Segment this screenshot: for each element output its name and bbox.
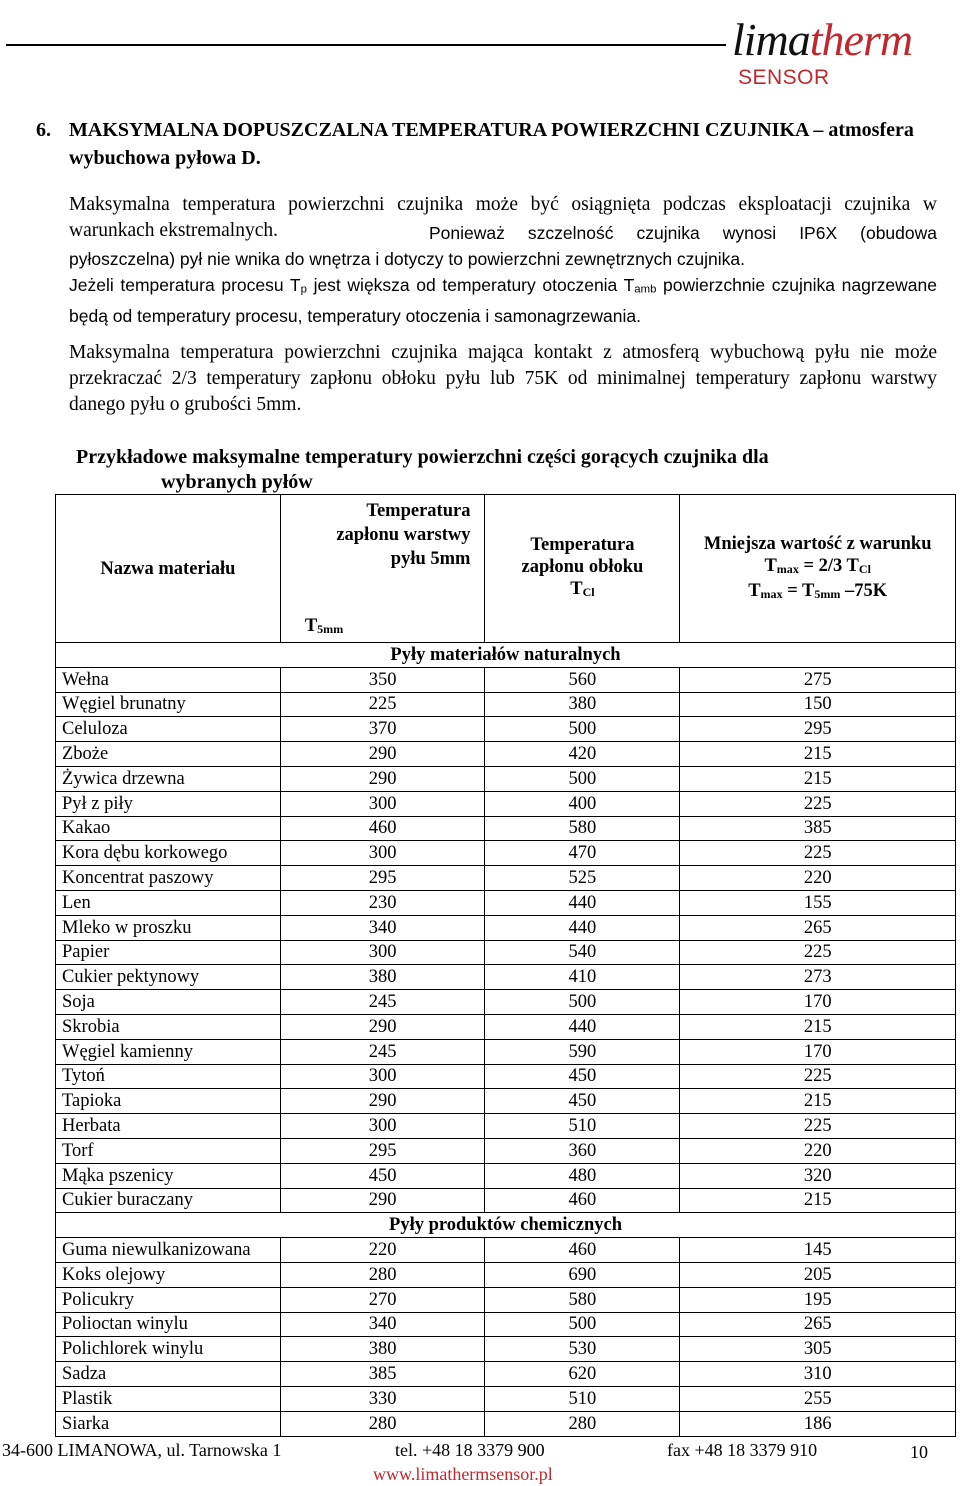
header-max-formula2	[686, 580, 949, 605]
cell-max-temp: 195	[680, 1287, 956, 1312]
cell-cloud-temp: 400	[485, 791, 680, 816]
section-chemical: Pyły produktów chemicznych	[56, 1213, 956, 1238]
table-row	[56, 965, 956, 990]
table-body	[56, 643, 956, 1437]
table-row	[56, 692, 956, 717]
cell-layer-temp: 290	[280, 1089, 485, 1114]
cell-cloud-temp: 500	[485, 766, 680, 791]
cell-max-temp: 220	[680, 1138, 956, 1163]
cell-cloud-temp: 690	[485, 1262, 680, 1287]
table-row	[56, 915, 956, 940]
table-row	[56, 1262, 956, 1287]
cell-material: Cukier buraczany	[56, 1188, 281, 1213]
cell-cloud-temp: 460	[485, 1188, 680, 1213]
cell-layer-temp: 270	[280, 1287, 485, 1312]
cell-cloud-temp: 280	[485, 1411, 680, 1436]
p3-text-a: Jeżeli temperatura procesu T	[69, 275, 301, 295]
temperature-table	[55, 494, 956, 1437]
header-t5mm	[305, 615, 343, 640]
header-layer-ignition	[280, 495, 485, 643]
cell-layer-temp: 300	[280, 1114, 485, 1139]
p3-sub-amb: amb	[634, 283, 657, 296]
cell-cloud-temp: 470	[485, 841, 680, 866]
cell-material: Sadza	[56, 1362, 281, 1387]
paragraph-3	[69, 272, 937, 329]
cell-max-temp: 225	[680, 791, 956, 816]
p3-text-c: powierzchnie czujnika nagrzewane będą od temperatury procesu, temperatury otoczenia i samonagrzewania.	[69, 275, 937, 326]
cell-cloud-temp: 500	[485, 990, 680, 1015]
t5mm-sub: 5mm	[317, 622, 344, 636]
table-row	[56, 990, 956, 1015]
cell-material: Koncentrat paszowy	[56, 866, 281, 891]
cell-max-temp: 215	[680, 1014, 956, 1039]
header-cloud-label: Temperatura zapłonu obłoku	[521, 535, 644, 578]
cell-max-temp: 273	[680, 965, 956, 990]
cell-layer-temp: 340	[280, 915, 485, 940]
cell-max-temp: 385	[680, 816, 956, 841]
cell-material: Torf	[56, 1138, 281, 1163]
cell-layer-temp: 290	[280, 766, 485, 791]
paragraph-2-text: Ponieważ szczelność czujnika wynosi IP6X (obudowa pyłoszczelna) pył nie wnika do wnętrza i dotyczy to powierzchni zewnętrznych czujnika.	[69, 223, 937, 269]
table-row	[56, 1287, 956, 1312]
cell-material: Żywica drzewna	[56, 766, 281, 791]
table-caption	[76, 445, 936, 495]
cell-cloud-temp: 460	[485, 1238, 680, 1263]
cell-max-temp: 255	[680, 1386, 956, 1411]
cell-layer-temp: 330	[280, 1386, 485, 1411]
table-row	[56, 1089, 956, 1114]
header-max-formula1	[686, 555, 949, 580]
cell-cloud-temp: 560	[485, 667, 680, 692]
cell-material: Pył z piły	[56, 791, 281, 816]
cell-material: Kakao	[56, 816, 281, 841]
footer-website-link[interactable]: www.limathermsensor.pl	[373, 1464, 553, 1484]
cell-max-temp: 310	[680, 1362, 956, 1387]
cell-layer-temp: 220	[280, 1238, 485, 1263]
header-rule	[6, 44, 726, 46]
f1-t: T	[764, 555, 777, 576]
cell-cloud-temp: 450	[485, 1064, 680, 1089]
cell-material: Mleko w proszku	[56, 915, 281, 940]
table-row	[56, 1138, 956, 1163]
cell-material: Koks olejowy	[56, 1262, 281, 1287]
cell-layer-temp: 300	[280, 1064, 485, 1089]
cell-material: Len	[56, 890, 281, 915]
table-row	[56, 791, 956, 816]
cell-max-temp: 225	[680, 940, 956, 965]
cell-max-temp: 145	[680, 1238, 956, 1263]
section-natural: Pyły materiałów naturalnych	[56, 643, 956, 668]
cell-material: Polioctan winylu	[56, 1312, 281, 1337]
cell-layer-temp: 350	[280, 667, 485, 692]
table-row	[56, 1188, 956, 1213]
cell-material: Policukry	[56, 1287, 281, 1312]
cell-cloud-temp: 410	[485, 965, 680, 990]
header-layer-ignition-label: Temperatura zapłonu warstwy pyłu 5mm	[336, 501, 471, 569]
table-row	[56, 1386, 956, 1411]
f2-sub: max	[760, 586, 783, 601]
table-row	[56, 1163, 956, 1188]
footer-address: 34-600 LIMANOWA, ul. Tarnowska 1	[2, 1440, 282, 1460]
cell-max-temp: 220	[680, 866, 956, 891]
cell-layer-temp: 450	[280, 1163, 485, 1188]
paragraph-4: Maksymalna temperatura powierzchni czujnika mająca kontakt z atmosferą wybuchową pyłu nie może przekraczać 2/3 temperatury zapłonu obłoku pyłu lub 75K od minimalnej temperatury zapłonu warstwy danego pyłu o grubości 5mm.	[69, 342, 937, 415]
cell-max-temp: 186	[680, 1411, 956, 1436]
table-row	[56, 940, 956, 965]
table-row	[56, 890, 956, 915]
cell-material: Kora dębu korkowego	[56, 841, 281, 866]
t5mm-t: T	[304, 616, 318, 637]
cell-layer-temp: 385	[280, 1362, 485, 1387]
section-title: MAKSYMALNA DOPUSZCZALNA TEMPERATURA POWIERZCHNI CZUJNIKA – atmosfera wybuchowa pyłowa D.	[69, 119, 914, 169]
cell-material: Celuloza	[56, 717, 281, 742]
page-number: 10	[910, 1442, 928, 1462]
cell-max-temp: 225	[680, 841, 956, 866]
cell-material: Plastik	[56, 1386, 281, 1411]
cell-material: Skrobia	[56, 1014, 281, 1039]
cell-max-temp: 215	[680, 742, 956, 767]
table-caption-line2: wybranych pyłów	[161, 471, 313, 493]
table-row	[56, 1362, 956, 1387]
cell-max-temp: 295	[680, 717, 956, 742]
cell-max-temp: 225	[680, 1114, 956, 1139]
footer-fax: fax +48 18 3379 910	[667, 1440, 818, 1460]
cell-cloud-temp: 510	[485, 1114, 680, 1139]
cell-material: Zboże	[56, 742, 281, 767]
cell-cloud-temp: 500	[485, 717, 680, 742]
cell-layer-temp: 300	[280, 841, 485, 866]
cell-material: Tapioka	[56, 1089, 281, 1114]
table-row	[56, 1039, 956, 1064]
table-row	[56, 667, 956, 692]
f2-t: T	[748, 580, 761, 601]
cell-material: Papier	[56, 940, 281, 965]
table-row	[56, 841, 956, 866]
header-material: Nazwa materiału	[56, 495, 281, 643]
cell-cloud-temp: 580	[485, 1287, 680, 1312]
cell-material: Wełna	[56, 667, 281, 692]
cell-material: Cukier pektynowy	[56, 965, 281, 990]
cell-material: Węgiel brunatny	[56, 692, 281, 717]
cell-cloud-temp: 380	[485, 692, 680, 717]
table-row	[56, 866, 956, 891]
f1-sub2: Cl	[858, 561, 871, 576]
cell-layer-temp: 380	[280, 965, 485, 990]
cell-max-temp: 265	[680, 915, 956, 940]
cell-max-temp: 215	[680, 1089, 956, 1114]
cell-max-temp: 150	[680, 692, 956, 717]
paragraph-1: Maksymalna temperatura powierzchni czujnika może być osiągnięta podczas eksploatacji czujnika w warunkach ekstremalnych.	[69, 194, 937, 241]
cell-cloud-temp: 480	[485, 1163, 680, 1188]
cell-layer-temp: 300	[280, 791, 485, 816]
f2-c: –75K	[840, 580, 888, 601]
cell-max-temp: 205	[680, 1262, 956, 1287]
cell-max-temp: 265	[680, 1312, 956, 1337]
p3-sub-p: p	[300, 283, 307, 296]
cell-cloud-temp: 580	[485, 816, 680, 841]
cell-cloud-temp: 510	[485, 1386, 680, 1411]
cell-layer-temp: 280	[280, 1411, 485, 1436]
cell-material: Guma niewulkanizowana	[56, 1238, 281, 1263]
cell-cloud-temp: 450	[485, 1089, 680, 1114]
table-row	[56, 1064, 956, 1089]
cell-layer-temp: 245	[280, 1039, 485, 1064]
logo-text-b: therm	[809, 14, 913, 65]
table-row	[56, 717, 956, 742]
table-row	[56, 766, 956, 791]
cell-material: Tytoń	[56, 1064, 281, 1089]
cell-cloud-temp: 440	[485, 1014, 680, 1039]
cell-cloud-temp: 440	[485, 890, 680, 915]
f2-b: = T	[782, 580, 815, 601]
company-logo	[732, 14, 952, 94]
cell-max-temp: 170	[680, 990, 956, 1015]
tcl-t: T	[570, 579, 583, 600]
table-row	[56, 1411, 956, 1436]
cell-layer-temp: 225	[280, 692, 485, 717]
cell-layer-temp: 245	[280, 990, 485, 1015]
table-row	[56, 1337, 956, 1362]
cell-layer-temp: 340	[280, 1312, 485, 1337]
cell-cloud-temp: 620	[485, 1362, 680, 1387]
paragraph-2	[69, 220, 937, 272]
table-row	[56, 1014, 956, 1039]
table-row	[56, 742, 956, 767]
tcl-sub: Cl	[582, 584, 595, 599]
table-row	[56, 816, 956, 841]
cell-cloud-temp: 500	[485, 1312, 680, 1337]
cell-layer-temp: 460	[280, 816, 485, 841]
cell-cloud-temp: 440	[485, 915, 680, 940]
cell-max-temp: 215	[680, 766, 956, 791]
cell-layer-temp: 295	[280, 1138, 485, 1163]
cell-material: Siarka	[56, 1411, 281, 1436]
logo-subtitle: SENSOR	[738, 66, 830, 89]
cell-layer-temp: 370	[280, 717, 485, 742]
section-number: 6.	[36, 119, 51, 141]
cell-material: Soja	[56, 990, 281, 1015]
p3-text-b: jest większa od temperatury otoczenia T	[306, 275, 635, 295]
footer-phone: tel. +48 18 3379 900	[395, 1440, 545, 1460]
cell-layer-temp: 230	[280, 890, 485, 915]
cell-layer-temp: 290	[280, 1188, 485, 1213]
cell-max-temp: 170	[680, 1039, 956, 1064]
table-caption-line1: Przykładowe maksymalne temperatury powierzchni części gorących czujnika dla	[76, 446, 769, 468]
cell-max-temp: 320	[680, 1163, 956, 1188]
cell-material: Mąka pszenicy	[56, 1163, 281, 1188]
cell-layer-temp: 380	[280, 1337, 485, 1362]
cell-layer-temp: 295	[280, 866, 485, 891]
cell-layer-temp: 290	[280, 742, 485, 767]
table-row	[56, 1238, 956, 1263]
cell-cloud-temp: 360	[485, 1138, 680, 1163]
f1-b: = 2/3 T	[798, 555, 859, 576]
logo-text-a: lima	[732, 14, 810, 65]
cell-cloud-temp: 420	[485, 742, 680, 767]
header-cloud-ignition	[485, 495, 680, 643]
f1-sub: max	[776, 561, 799, 576]
cell-max-temp: 225	[680, 1064, 956, 1089]
table-row	[56, 1312, 956, 1337]
cell-cloud-temp: 540	[485, 940, 680, 965]
cell-layer-temp: 290	[280, 1014, 485, 1039]
f2-sub2: 5mm	[814, 586, 841, 601]
cell-material: Herbata	[56, 1114, 281, 1139]
cell-layer-temp: 280	[280, 1262, 485, 1287]
header-max-temp	[680, 495, 956, 643]
cell-layer-temp: 300	[280, 940, 485, 965]
table-row	[56, 1114, 956, 1139]
cell-max-temp: 305	[680, 1337, 956, 1362]
cell-cloud-temp: 530	[485, 1337, 680, 1362]
cell-cloud-temp: 590	[485, 1039, 680, 1064]
cell-max-temp: 275	[680, 667, 956, 692]
header-max-label: Mniejsza wartość z warunku	[703, 533, 932, 554]
cell-material: Polichlorek winylu	[56, 1337, 281, 1362]
cell-cloud-temp: 525	[485, 866, 680, 891]
cell-max-temp: 155	[680, 890, 956, 915]
cell-material: Węgiel kamienny	[56, 1039, 281, 1064]
cell-max-temp: 215	[680, 1188, 956, 1213]
header-tcl	[491, 578, 673, 603]
